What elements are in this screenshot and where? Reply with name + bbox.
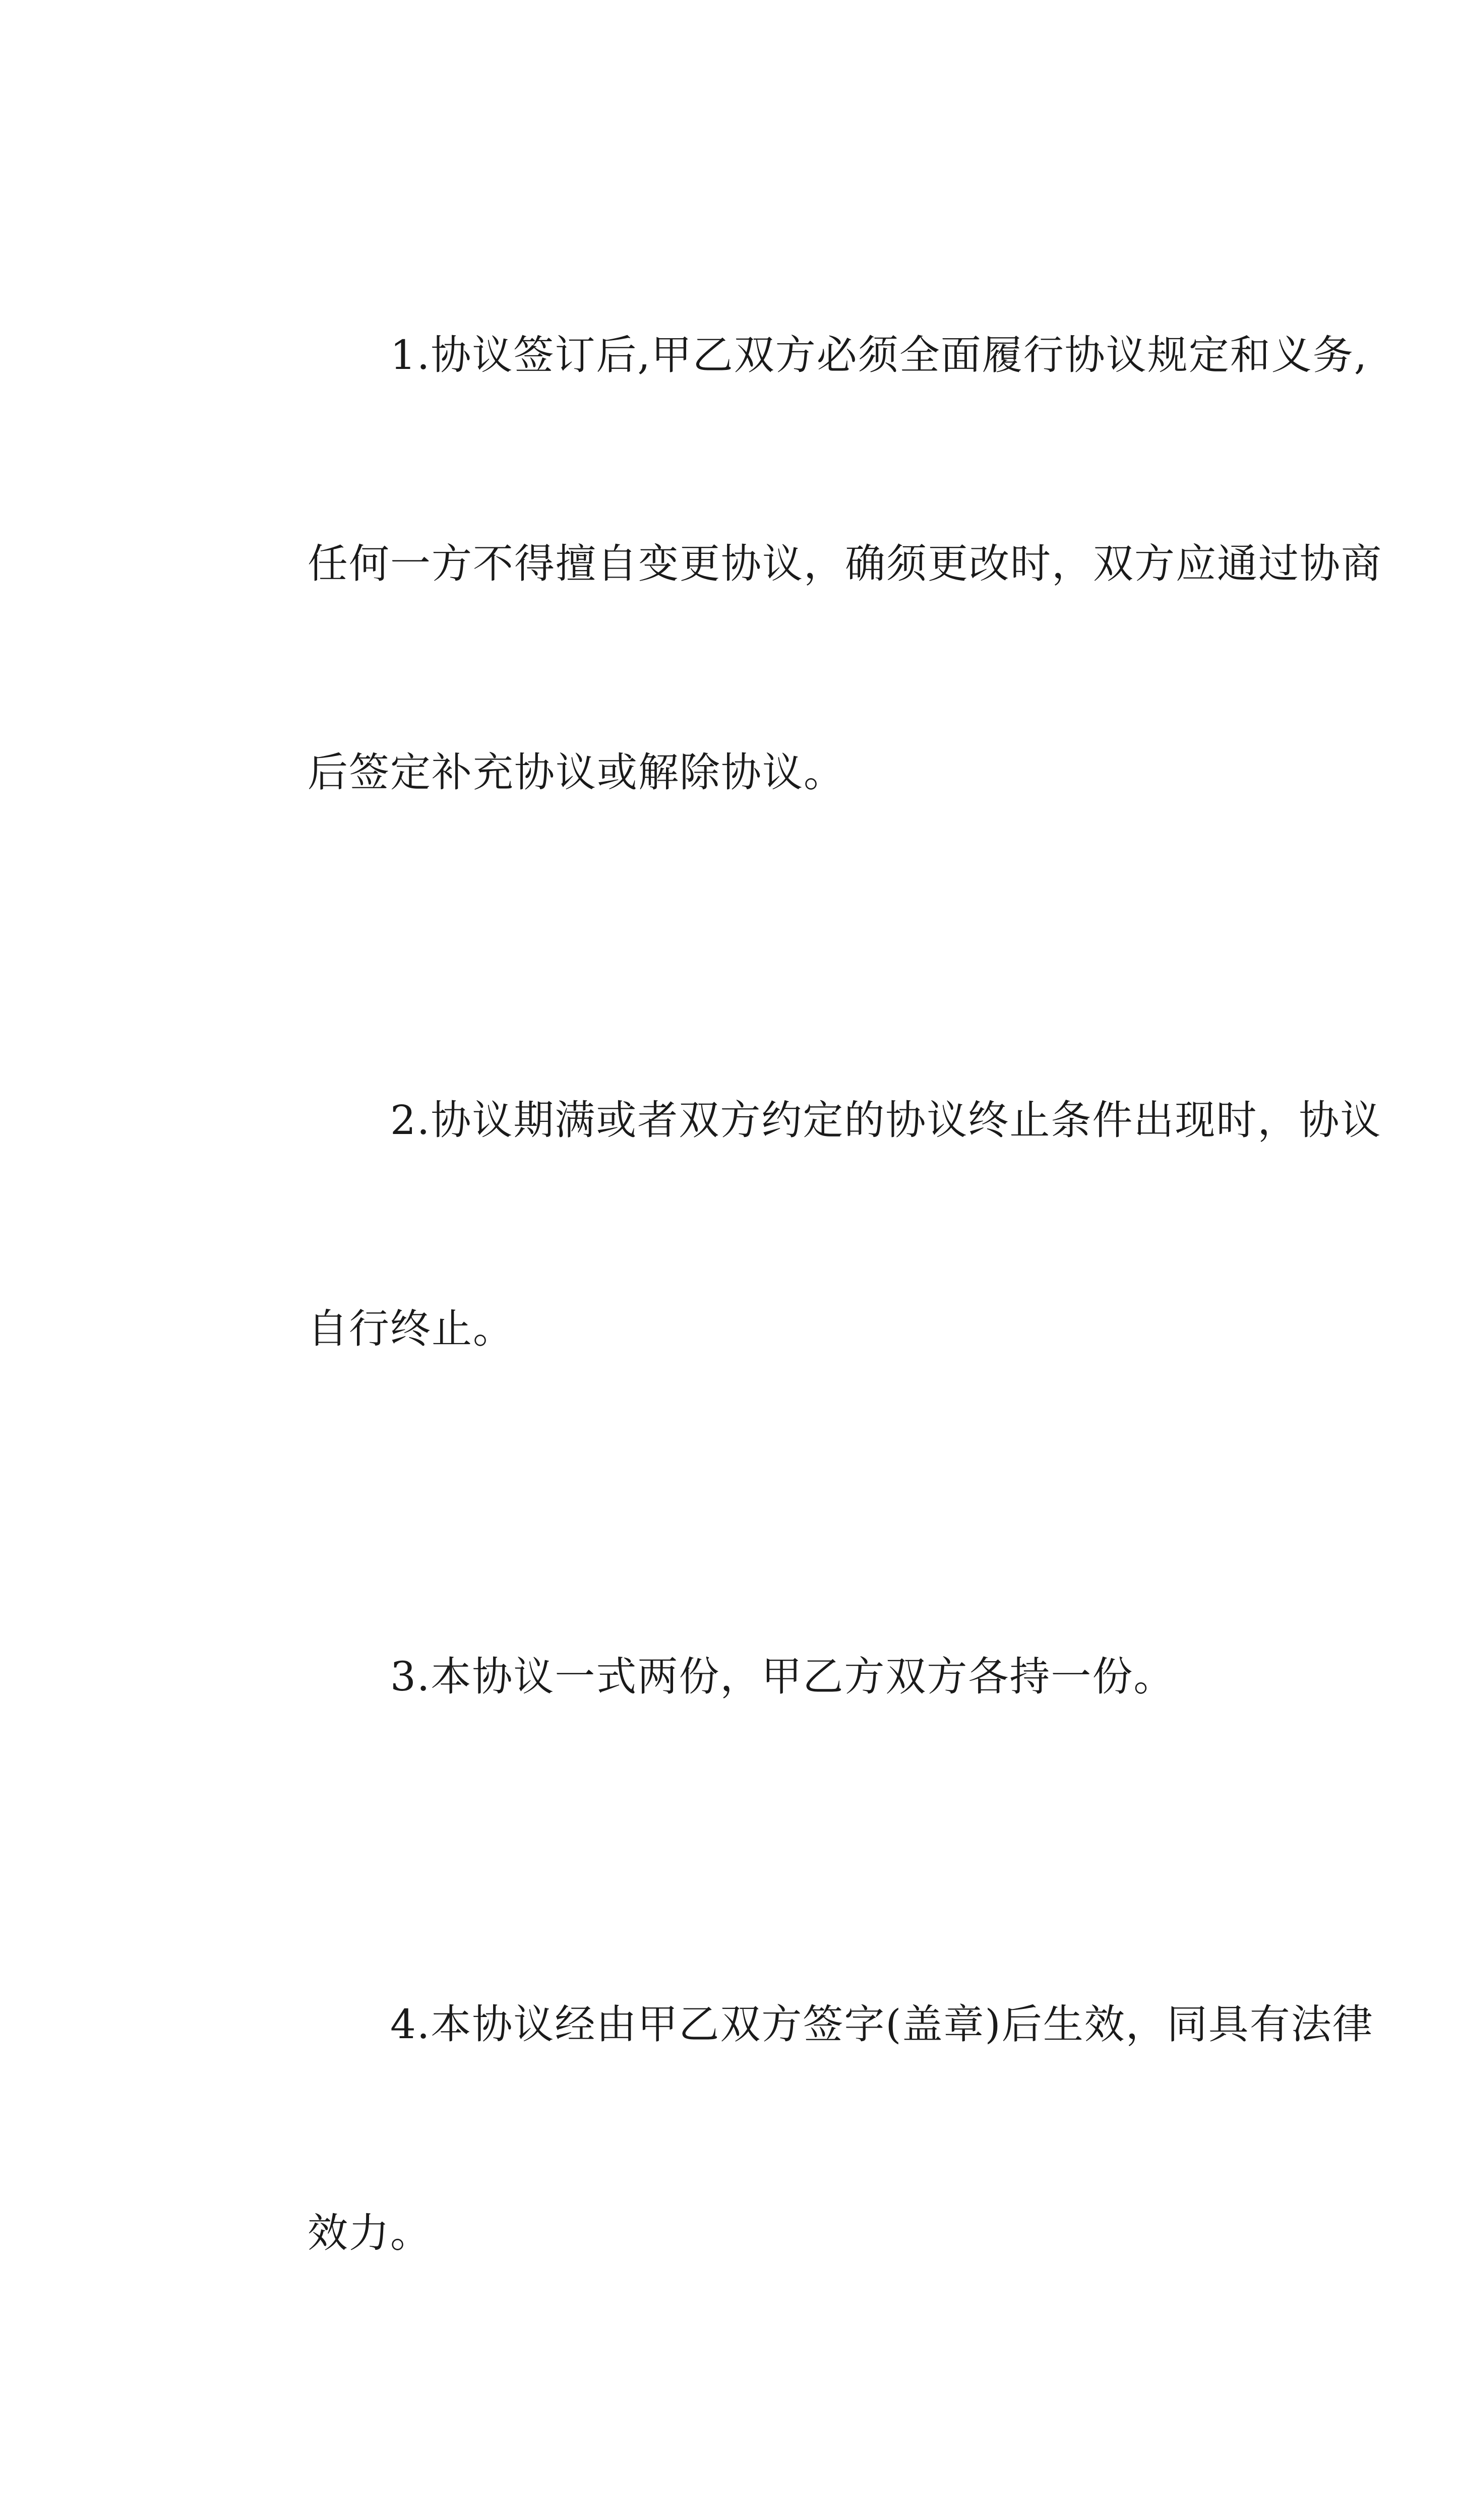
text-line: 效力。 bbox=[308, 2210, 432, 2256]
text-line: 4.本协议经由甲乙双方签字(盖章)后生效，同具有法律 bbox=[390, 2001, 1374, 2048]
text-line: 2.协议期满或者双方约定的协议终止条件出现时，协议 bbox=[390, 1097, 1382, 1144]
text-line: 3.本协议一式两份，甲乙方双方各持一份。 bbox=[390, 1653, 1175, 1700]
text-line: 1.协议签订后,甲乙双方必须全面履行协议规定和义务, bbox=[390, 332, 1368, 379]
parties-line bbox=[225, 2407, 1304, 2520]
text-line: 自行终止。 bbox=[308, 1305, 514, 1352]
text-line: 后签定补充协议或解除协议。 bbox=[308, 749, 845, 796]
clause-4-paragraph bbox=[225, 1851, 1374, 2407]
clause-3-paragraph bbox=[225, 1503, 1304, 1851]
document-body bbox=[225, 181, 1382, 2520]
text-line: 任何一方不得擅自变更协议，确须更改时，双方应通过协商 bbox=[308, 540, 1382, 587]
clause-2-paragraph bbox=[225, 947, 1382, 1503]
clause-1-paragraph bbox=[225, 181, 1382, 947]
